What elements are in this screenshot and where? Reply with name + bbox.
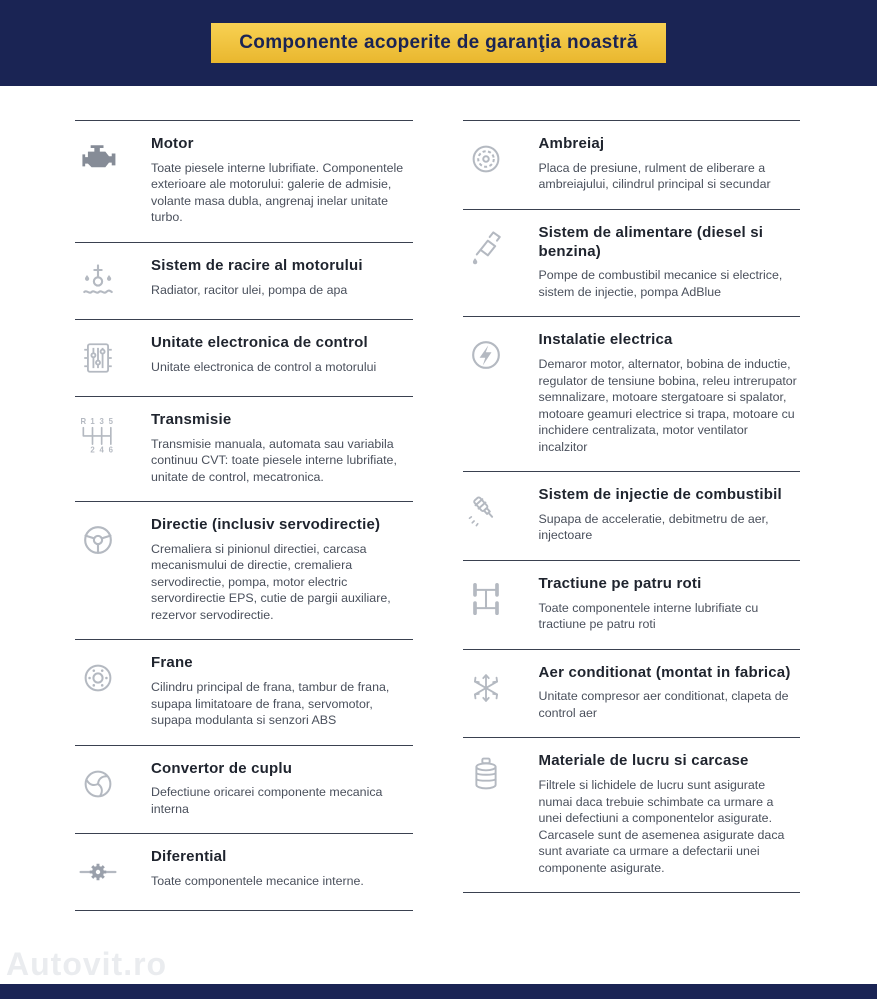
item-text [151,332,376,380]
item-description: Unitate electronica de control a motorului [151,359,377,374]
engine-icon [75,133,121,226]
warranty-item-materiale [463,737,801,893]
item-title: Frane [151,654,193,672]
item-text [539,222,801,301]
warranty-item-alimentare [463,209,801,317]
warranty-item-directie [75,501,413,639]
four-wheel-drive-icon [463,573,509,633]
item-text [151,758,413,818]
item-description: Toate piesele interne lubrifiate. Componentele exterioare ale motorului: galerie de admisie, volante masa dubla, angrenaj inelar unitate turbo. [151,160,404,225]
item-title: Diferential [151,848,227,866]
item-title: Convertor de cuplu [151,759,293,777]
item-title: Tractiune pe patru roti [538,574,702,592]
warranty-item-aer-conditionat [463,649,801,738]
warranty-item-electrica [463,316,801,471]
clutch-disc-icon [463,133,509,193]
item-text [151,846,364,894]
svg-text:4: 4 [99,445,104,455]
item-description: Supapa de acceleratie, debitmetru de aer, injectoare [538,511,769,543]
item-text [151,133,413,226]
item-description: Transmisie manuala, automata sau variabila continuu CVT: toate piesele interne lubrifiate, unitate de control, mecatronica. [151,436,397,484]
item-description: Cremaliera si pinionul directiei, carcasa mecanismului de directie, cremaliera servodirectie, pompa, motor electric servordirectie EPS, cutie de pargii auxiliare, rezervor servodirectie. [151,541,391,622]
svg-text:R: R [80,416,87,426]
title-banner [211,23,665,63]
footer-bar [0,984,877,999]
ecu-icon [75,332,121,380]
item-title: Motor [151,135,194,152]
item-text [539,662,801,722]
snowflake-icon [463,662,509,722]
svg-text:1: 1 [90,416,95,426]
warranty-item-tractiune [463,560,801,649]
warranty-item-motor [75,120,413,242]
item-text [539,484,801,544]
column-right [463,120,801,893]
item-description: Toate componentele mecanice interne. [151,874,364,888]
item-title: Aer conditionat (montat in fabrica) [538,663,791,681]
warranty-item-unitate-control [75,319,413,396]
warranty-item-convertor [75,745,413,834]
svg-text:6: 6 [108,445,113,455]
torque-converter-icon [75,758,121,818]
header-bar [0,0,877,86]
page-title: Componente acoperite de garanţia noastră [239,32,638,53]
item-description: Radiator, racitor ulei, pompa de apa [151,282,348,297]
item-title: Transmisie [151,410,232,428]
item-text [151,255,363,303]
warranty-item-diferential [75,833,413,911]
warranty-item-ambreiaj [463,120,801,209]
item-title: Ambreiaj [538,135,605,152]
item-description: Demaror motor, alternator, bobina de inductie, regulator de tensiune bobina, releu intrerupator semnalizare, motoare stergatoare si spalator, motoare geamuri electrice si trapa, motoare cu inchidere centralizata, motor ventilator incalzitor [538,357,797,454]
item-text [151,652,413,728]
watermark: Autovit.ro [6,946,168,982]
item-text [151,409,413,485]
item-description: Pompe de combustibil mecanice si electrice, sistem de injectie, pompa AdBlue [538,268,783,299]
warranty-item-injectie [463,471,801,560]
item-text [539,133,801,193]
item-text [151,514,413,623]
item-text [539,750,801,876]
item-description: Placa de presiune, rulment de eliberare a ambreiajului, cilindrul principal si secundar [538,160,771,192]
warranty-item-transmisie [75,396,413,501]
content [0,86,877,911]
fuel-nozzle-icon [463,222,509,301]
brake-disc-icon [75,652,121,728]
svg-text:5: 5 [108,416,113,426]
gear-shift-icon [75,409,121,485]
filter-canister-icon [463,750,509,876]
item-description: Filtrele si lichidele de lucru sunt asigurate numai daca trebuie schimbate ca urmare a unei defectiuni a componentelor asigurate. Carcasele sunt de asemenea asigurate daca sunt avariate ca urmare a defectarii unei componente asigurate. [538,778,785,875]
item-text [539,573,801,633]
item-text [539,329,801,455]
fuel-injector-icon [463,484,509,544]
lightning-bolt-icon [463,329,509,455]
item-title: Directie (inclusiv servodirectie) [151,516,381,533]
differential-icon [75,846,121,894]
item-description: Cilindru principal de frana, tambur de frana, supapa limitatoare de frana, servomotor, supapa modulanta si senzori ABS [151,680,390,727]
item-description: Toate componentele interne lubrifiate cu tractiune pe patru roti [538,600,759,631]
steering-wheel-icon [75,514,121,623]
warranty-item-racire [75,242,413,319]
item-title: Sistem de injectie de combustibil [538,486,782,503]
item-title: Unitate electronica de control [151,333,368,351]
item-description: Defectiune oricarei componente mecanica interna [151,785,383,816]
svg-text:3: 3 [99,416,104,426]
item-title: Sistem de alimentare (diesel si benzina) [538,223,764,260]
item-title: Materiale de lucru si carcase [538,752,749,770]
item-title: Sistem de racire al motorului [151,256,363,274]
column-left [75,120,413,911]
warranty-item-frane [75,639,413,744]
coolant-icon [75,255,121,303]
item-description: Unitate compresor aer conditionat, clapeta de control aer [538,689,789,720]
item-title: Instalatie electrica [538,331,673,349]
svg-text:2: 2 [90,445,95,455]
